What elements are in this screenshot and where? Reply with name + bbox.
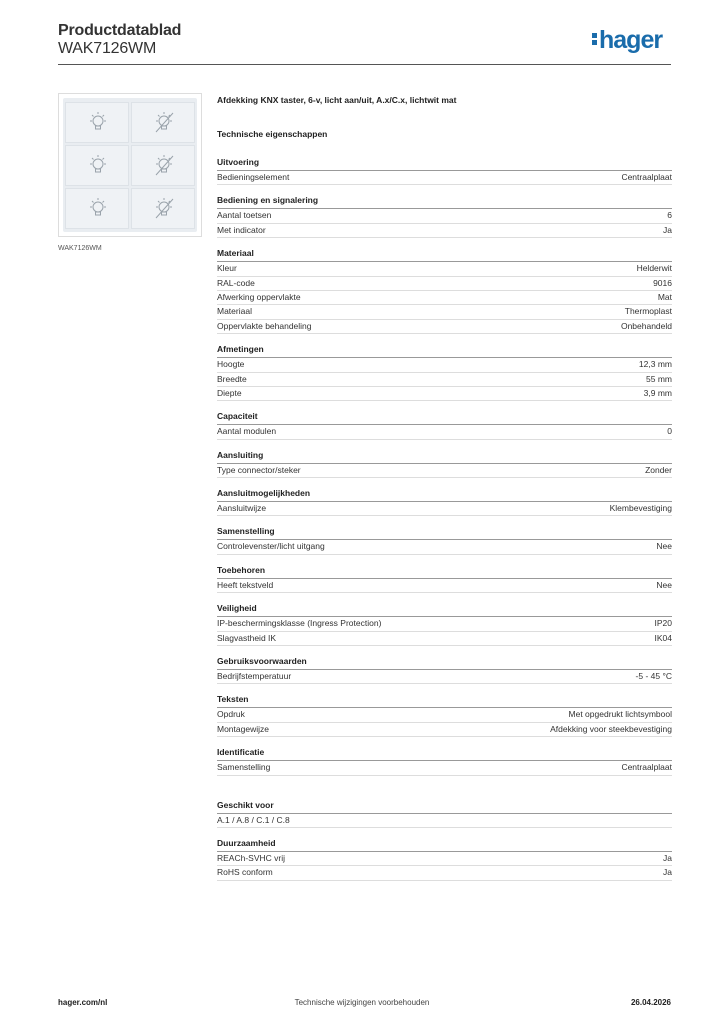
spec-label: Montagewijze <box>217 723 269 734</box>
section-title: Veiligheid <box>217 603 672 617</box>
section-title: Samenstelling <box>217 526 672 540</box>
section-title: Aansluiting <box>217 450 672 464</box>
spec-label: Bedieningselement <box>217 172 290 182</box>
spec-section <box>217 747 672 775</box>
spec-row <box>217 866 672 880</box>
spec-row <box>217 277 672 291</box>
spec-section <box>217 838 672 881</box>
section-title: Uitvoering <box>217 157 672 171</box>
product-image <box>58 93 202 237</box>
spec-value: Onbehandeld <box>620 320 672 331</box>
spec-label: Heeft tekstveld <box>217 579 274 590</box>
spec-section <box>217 694 672 737</box>
spec-row <box>217 224 672 238</box>
section-title: Aansluitmogelijkheden <box>217 488 672 502</box>
spec-value: 3,9 mm <box>643 387 672 398</box>
spec-label: Breedte <box>217 373 247 384</box>
spec-label: Aantal toetsen <box>217 210 272 221</box>
spec-label: Samenstelling <box>217 762 271 773</box>
section-title: Identificatie <box>217 747 672 761</box>
spec-row <box>217 617 672 631</box>
spec-value: 6 <box>667 210 672 221</box>
section-title: Materiaal <box>217 248 672 262</box>
spec-label: RAL-code <box>217 277 255 288</box>
spec-row <box>217 708 672 722</box>
spec-label: A.1 / A.8 / C.1 / C.8 <box>217 814 290 825</box>
logo-dots-icon <box>592 31 597 47</box>
spec-value: 12,3 mm <box>638 359 672 370</box>
spec-value: IP20 <box>654 618 672 629</box>
spec-section <box>217 157 672 185</box>
spec-content <box>217 95 672 881</box>
spec-value: 55 mm <box>646 373 672 384</box>
spec-row <box>217 291 672 305</box>
spec-row <box>217 209 672 223</box>
spec-label: Opdruk <box>217 709 245 720</box>
spec-row <box>217 632 672 646</box>
spec-row <box>217 670 672 684</box>
spec-section <box>217 195 672 238</box>
spec-value: 0 <box>667 426 672 437</box>
rocker-button-2 <box>131 102 195 143</box>
product-code: WAK7126WM <box>58 40 157 57</box>
spec-label: Afwerking oppervlakte <box>217 291 301 302</box>
spec-label: Type connector/steker <box>217 464 301 475</box>
rocker-button-5 <box>65 188 129 229</box>
spec-value: -5 - 45 °C <box>635 671 672 682</box>
spec-row <box>217 852 672 866</box>
rocker-button-4 <box>131 145 195 186</box>
spec-label: Aansluitwijze <box>217 503 267 514</box>
footer-date: 26.04.2026 <box>630 998 671 1007</box>
spec-section <box>217 656 672 684</box>
spec-row <box>217 814 672 828</box>
hager-logo <box>592 26 662 55</box>
spec-section <box>217 488 672 516</box>
spec-value: Zonder <box>645 464 672 475</box>
section-title: Capaciteit <box>217 411 672 425</box>
spec-value: Nee <box>656 541 672 552</box>
rocker-button-3 <box>65 145 129 186</box>
spec-row <box>217 305 672 319</box>
product-description: Afdekking KNX taster, 6-v, licht aan/uit, A.x/C.x, lichtwit mat <box>217 95 457 105</box>
tech-heading: Technische eigenschappen <box>217 129 328 139</box>
rocker-button-6 <box>131 188 195 229</box>
spec-section <box>217 344 672 401</box>
spec-row <box>217 425 672 439</box>
spec-section <box>217 800 672 828</box>
section-title: Bediening en signalering <box>217 195 672 209</box>
spec-label: REACh-SVHC vrij <box>217 852 286 863</box>
section-title: Gebruiksvoorwaarden <box>217 656 672 670</box>
section-title: Duurzaamheid <box>217 838 672 852</box>
spec-section <box>217 526 672 554</box>
section-title: Teksten <box>217 694 672 708</box>
spec-value: Centraalplaat <box>621 762 672 773</box>
spec-row <box>217 320 672 334</box>
spec-label: Materiaal <box>217 306 252 317</box>
spec-value: 9016 <box>653 277 672 288</box>
footer-website[interactable]: hager.com/nl <box>58 998 108 1007</box>
spec-row <box>217 579 672 593</box>
spec-row <box>217 387 672 401</box>
spec-label: RoHS conform <box>217 867 273 878</box>
page-title: Productdatablad <box>58 22 182 39</box>
spec-label: Kleur <box>217 263 237 274</box>
spec-label: Diepte <box>217 387 242 398</box>
spec-row <box>217 358 672 372</box>
section-title: Toebehoren <box>217 565 672 579</box>
spec-value: Helderwit <box>636 263 672 274</box>
spec-value: Klembevestiging <box>609 503 672 514</box>
spec-value: Nee <box>656 579 672 590</box>
spec-label: Controlevenster/licht uitgang <box>217 541 325 552</box>
spec-row <box>217 502 672 516</box>
spec-label: Aantal modulen <box>217 426 277 437</box>
spec-section <box>217 565 672 593</box>
spec-value: Met opgedrukt lichtsymbool <box>568 709 672 720</box>
spec-value: Centraalplaat <box>621 172 672 182</box>
section-title: Afmetingen <box>217 344 672 358</box>
spec-value: IK04 <box>654 632 672 643</box>
spec-section <box>217 603 672 646</box>
spec-label: Slagvastheid IK <box>217 632 277 643</box>
spec-value: Mat <box>657 291 672 302</box>
spec-row <box>217 464 672 478</box>
spec-section <box>217 248 672 334</box>
rocker-button-1 <box>65 102 129 143</box>
spec-value: Ja <box>663 852 672 863</box>
footer-disclaimer: Technische wijzigingen voorbehouden <box>294 998 430 1007</box>
spec-row <box>217 723 672 737</box>
header-divider <box>58 64 671 65</box>
spec-label: Hoogte <box>217 359 245 370</box>
spec-row <box>217 761 672 775</box>
spec-label: Oppervlakte behandeling <box>217 320 312 331</box>
spec-row <box>217 540 672 554</box>
spec-value: Thermoplast <box>624 306 672 317</box>
image-caption: WAK7126WM <box>58 245 102 252</box>
spec-row <box>217 262 672 276</box>
section-title: Geschikt voor <box>217 800 672 814</box>
spec-label: IP-beschermingsklasse (Ingress Protection) <box>217 618 382 629</box>
spec-label: Bedrijfstemperatuur <box>217 671 292 682</box>
spec-row <box>217 373 672 387</box>
spec-label: Met indicator <box>217 224 266 235</box>
spec-row <box>217 171 672 185</box>
spec-value: Ja <box>663 867 672 878</box>
spec-section <box>217 411 672 439</box>
logo-text: hager <box>599 26 663 54</box>
spec-value: Afdekking voor steekbevestiging <box>550 723 672 734</box>
spec-value: Ja <box>663 224 672 235</box>
spec-section <box>217 450 672 478</box>
